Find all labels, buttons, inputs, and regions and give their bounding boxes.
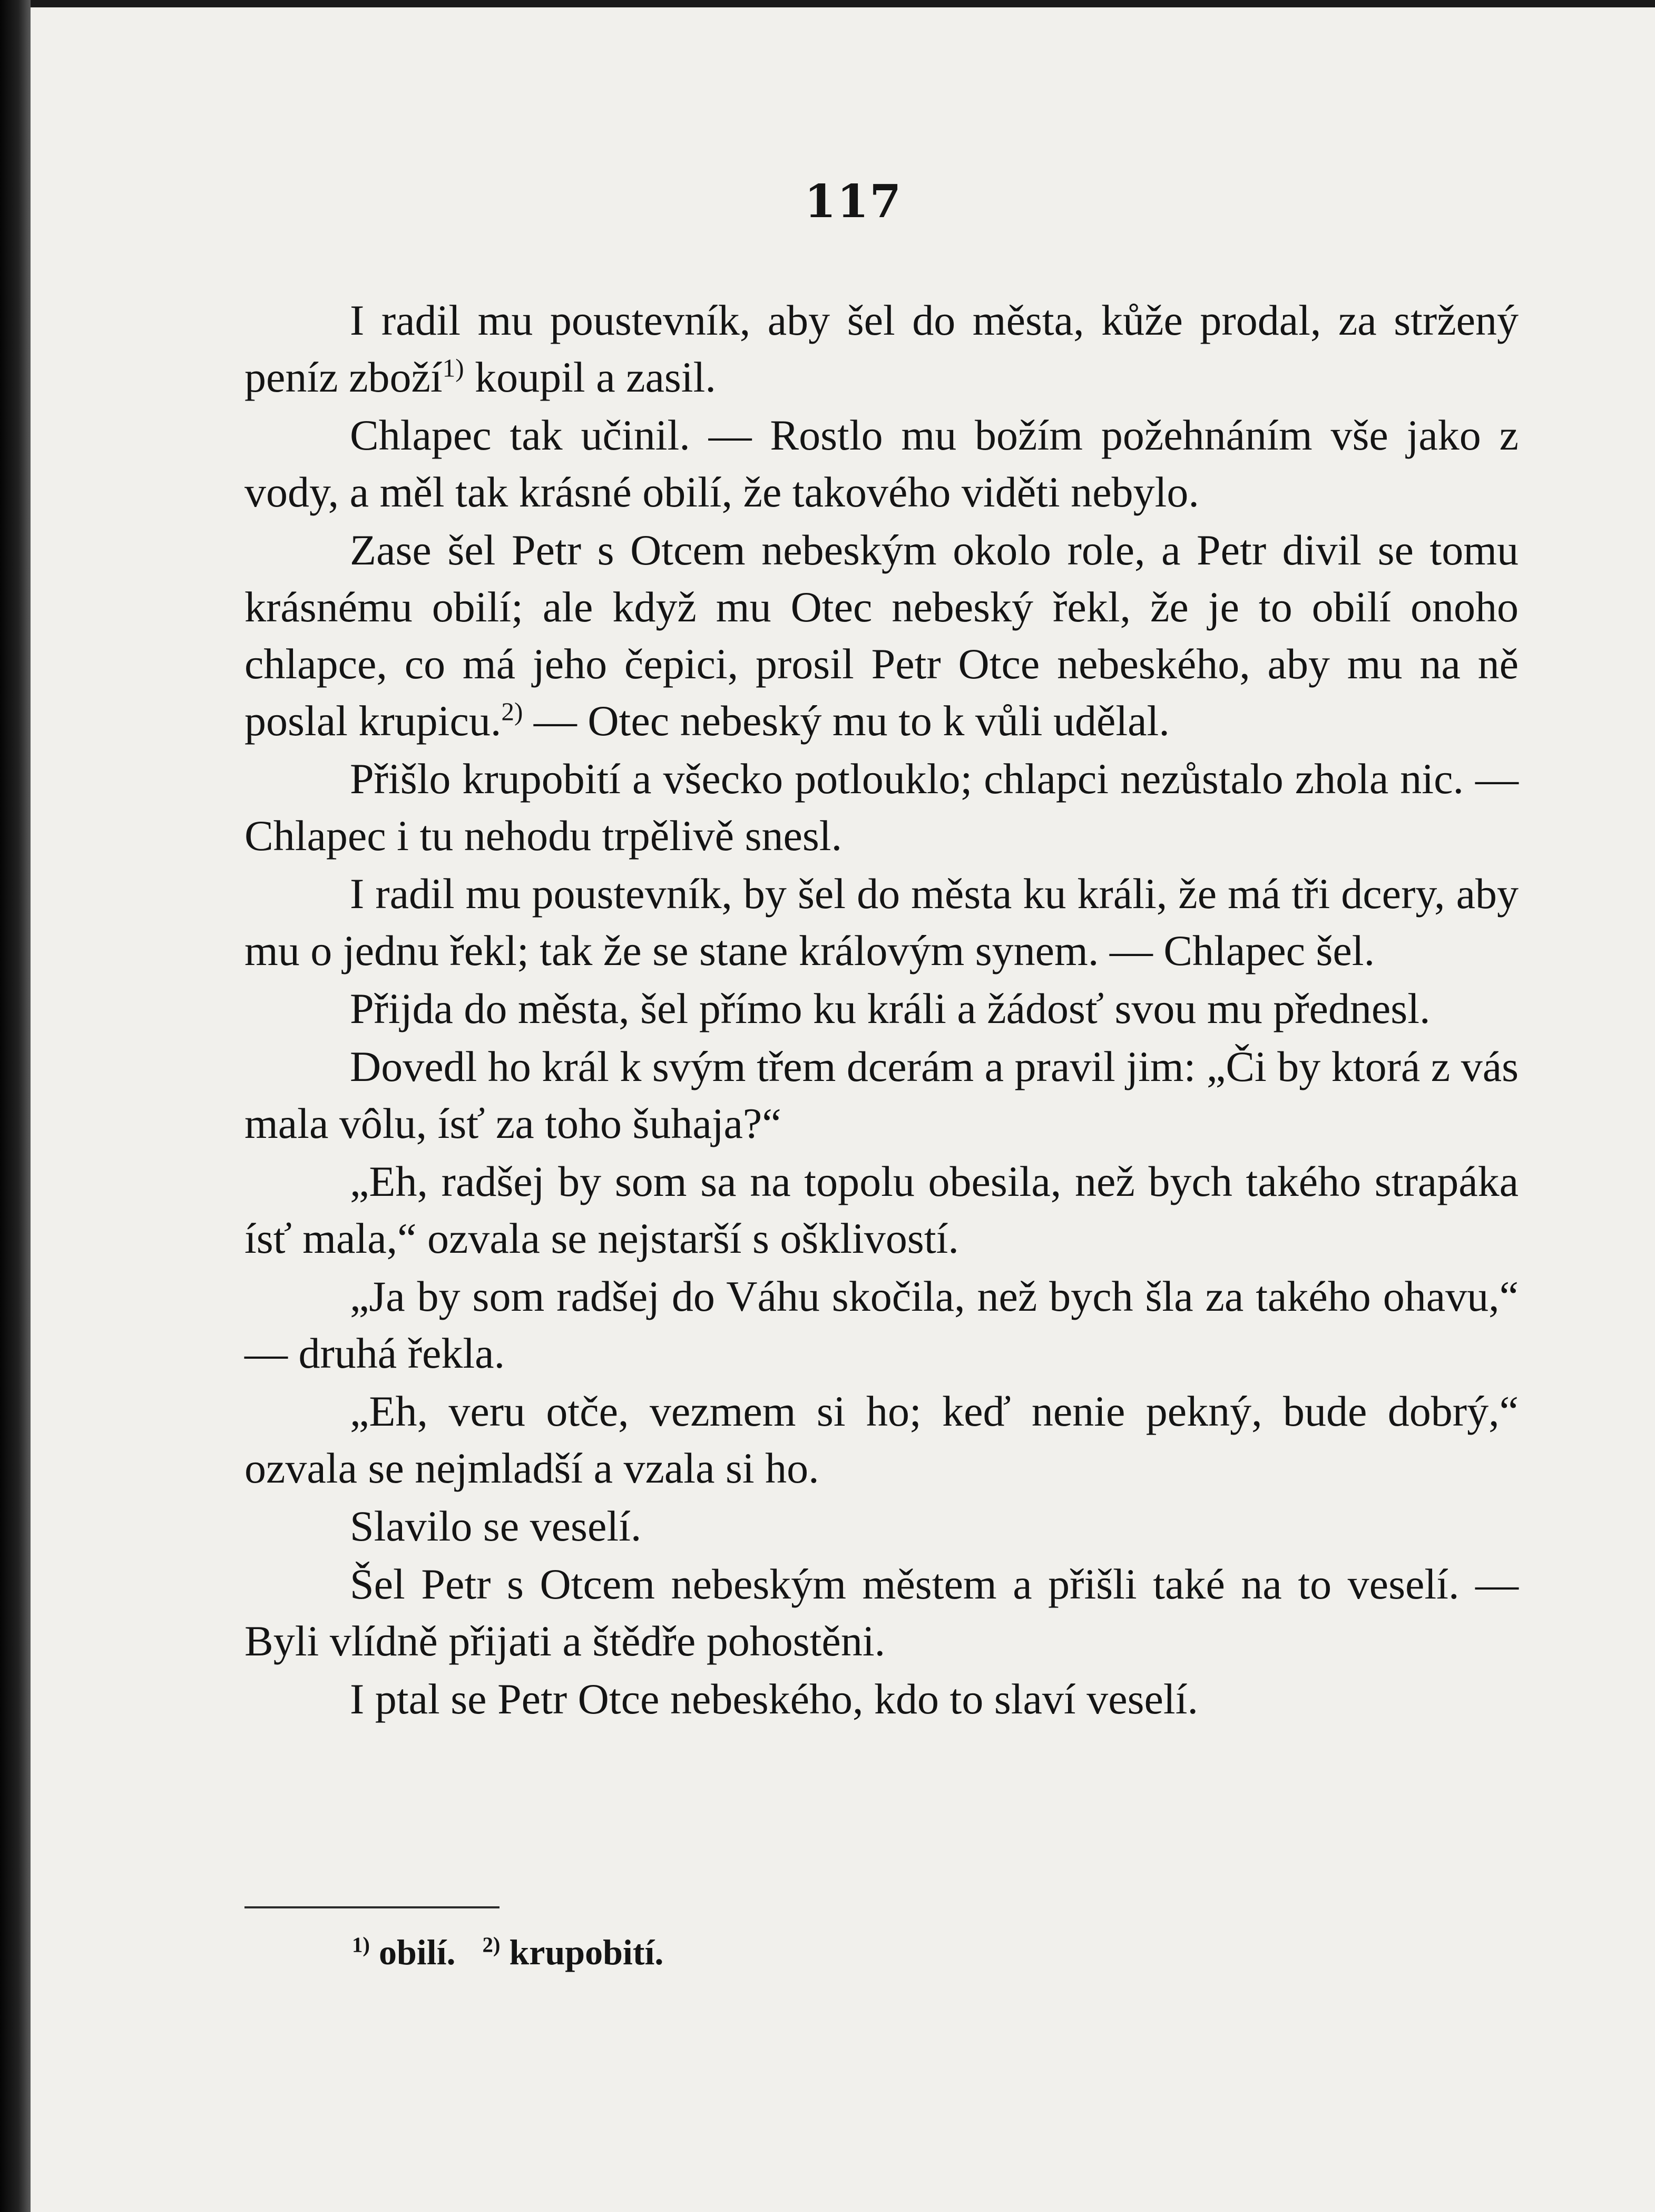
paragraph-text: Zase šel Petr s Otcem nebeským okolo role, a Petr divil se tomu krásnému obilí; ale když mu Otec nebeský řekl, že je to obilí onoho chlapce, co má jeho čepici, prosil Petr Otce nebeského, aby mu na ně poslal krupicu. [244, 526, 1519, 745]
paragraph-text-tail: — Otec nebeský mu to k vůli udělal. [523, 697, 1170, 745]
footnote-ref-2: 2) [501, 697, 523, 726]
paragraph: Šel Petr s Otcem nebeským městem a přišli také na to veselí. — Byli vlídně přijati a štědře pohostěni. [244, 1560, 1519, 1665]
paragraph-text-tail: koupil a zasil. [464, 353, 716, 401]
paragraph-text: I radil mu poustevník, aby šel do města, kůže prodal, za stržený peníz zboží [244, 296, 1519, 401]
paragraph: „Eh, veru otče, vezmem si ho; keď nenie pekný, bude dobrý,“ ozvala se nejmladší a vzala si ho. [244, 1387, 1519, 1492]
paragraph: Přijda do města, šel přímo ku králi a žádosť svou mu přednesl. [350, 985, 1431, 1032]
book-spine-edge [0, 0, 31, 2212]
footnote-2: krupobití. [509, 1932, 664, 1972]
paragraph [244, 292, 1519, 406]
paragraph: „Eh, radšej by som sa na topolu obesila, než bych takého strapáka ísť mala,“ ozvala se nejstarší s ošklivostí. [244, 1157, 1519, 1262]
footnote-ref-1: 1) [442, 353, 464, 383]
paragraph: I ptal se Petr Otce nebeského, kdo to slaví veselí. [350, 1675, 1198, 1723]
paragraph [244, 522, 1519, 749]
paragraph: „Ja by som radšej do Váhu skočila, než bych šla za takého ohavu,“ — druhá řekla. [244, 1272, 1519, 1377]
paragraph: Přišlo krupobití a všecko potlouklo; chlapci nezůstalo zhola nic. — Chlapec i tu nehodu trpělivě snesl. [244, 755, 1519, 860]
book-page [31, 7, 1655, 2212]
page-number: 117 [804, 175, 903, 228]
paragraph: I radil mu poustevník, by šel do města ku králi, že má tři dcery, aby mu o jednu řekl; tak že se stane královým synem. — Chlapec šel. [244, 870, 1519, 975]
footnotes [352, 1931, 663, 1973]
footnote-divider [244, 1906, 500, 1908]
paragraph: Slavilo se veselí. [350, 1502, 642, 1550]
body-text [244, 292, 1519, 1729]
footnote-1: obilí. [378, 1932, 456, 1972]
paragraph: Chlapec tak učinil. — Rostlo mu božím požehnáním vše jako z vody, a měl tak krásné obilí, že takového viděti nebylo. [244, 411, 1519, 516]
paragraph: Dovedl ho král k svým třem dcerám a pravil jim: „Či by ktorá z vás mala vôlu, ísť za toho šuhaja?“ [244, 1042, 1519, 1147]
footnote-mark-1: 1) [352, 1933, 370, 1957]
footnote-mark-2: 2) [482, 1933, 501, 1957]
